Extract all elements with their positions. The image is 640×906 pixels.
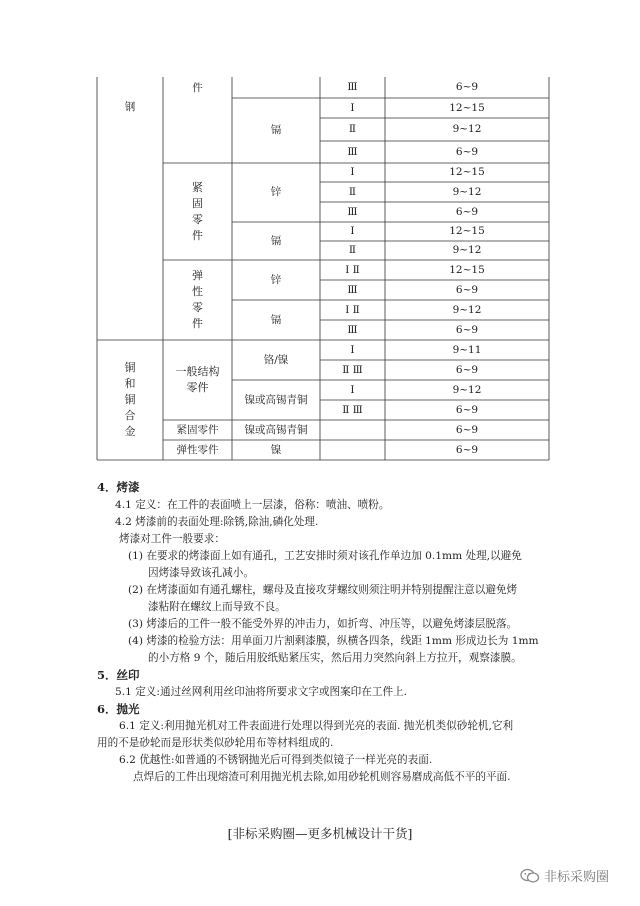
part-general-line: 一般结构	[175, 365, 220, 378]
part-fastener	[163, 163, 232, 260]
thickness-value-cell: 12~15	[449, 101, 485, 114]
grade-cell: Ⅰ	[350, 166, 355, 179]
s6-1-line2: 用的不是砂轮而是形状类似砂轮用布等材料组成的.	[97, 737, 334, 749]
s4-item2-line1: (2) 在烤漆面如有通孔螺柱，螺母及直接攻芽螺纹则须注明并特别提醒注意以避免烤	[128, 584, 518, 596]
part-fastener-char: 紧	[192, 180, 203, 194]
part-spring-char: 件	[192, 317, 203, 330]
grade-cell: Ⅲ	[347, 283, 358, 296]
coating-cadmium-1: 镉	[270, 124, 282, 137]
grade-cell: Ⅰ	[350, 383, 355, 396]
part-fastener-char: 件	[192, 228, 203, 242]
part-spring-copper: 弹性零件	[176, 443, 219, 456]
thickness-value-cell: 6~9	[455, 323, 479, 336]
coating-cadmium-3: 镉	[270, 313, 282, 326]
s4-item2-line2: 漆粘附在螺纹上而导致不良。	[148, 601, 286, 613]
coating-nickel-tin-bronze-1: 镍或高锡青铜	[244, 393, 308, 406]
material-copper-char: 合	[124, 409, 136, 422]
part-spring-char: 零	[192, 301, 203, 314]
s4-item4-line2: 的小方格 9 个，随后用胶纸贴紧压实，然后用力突然向斜上方拉开，观察漆膜。	[148, 652, 522, 664]
s4-item3: (3) 烤漆后的工件一般不能受外界的冲击力，如折弯、冲压等，以避免烤漆层脱落。	[128, 618, 518, 630]
s4-2-pretreatment: 4.2 烤漆前的表面处理:除锈,除油,磷化处理.	[115, 516, 319, 528]
s6-2-advantage: 6.2 优越性:如普通的不锈钢抛光后可得到类似镜子一样光亮的表面.	[119, 754, 433, 766]
coating-chrome-nickel: 铬/镍	[263, 353, 289, 366]
part-spring	[163, 260, 232, 340]
thickness-value-cell: 6~9	[455, 283, 479, 296]
s6-1-line1: 6.1 定义:利用抛光机对工件表面进行处理以得到光亮的表面. 抛光机类似砂轮机,它利	[119, 720, 514, 732]
part-fastener-copper: 紧固零件	[176, 423, 219, 436]
part-spring-char: 性	[192, 285, 203, 298]
thickness-value-cell: 9~12	[452, 383, 482, 396]
s6-3-note: 点焊后的工件出现熔渣可利用抛光机去除,如用砂轮机则容易磨成高低不平的平面.	[133, 771, 511, 783]
part-general-line: 零件	[186, 381, 209, 394]
s4-1-definition: 4.1 定义：在工件的表面喷上一层漆，俗称：喷油、喷粉。	[115, 499, 390, 511]
thickness-value-cell: 6~9	[455, 363, 479, 376]
coating-zinc-1: 锌	[270, 186, 282, 199]
material-copper-char: 铜	[124, 361, 136, 374]
footer-caption: [非标采购圈—更多机械设计干货]	[227, 826, 413, 841]
material-copper-char: 铜	[124, 393, 136, 406]
s4-item4-line1: (4) 烤漆的检验方法：用单面刀片割剩漆膜，纵横各四条，线距 1mm 形成边长为 1mm	[128, 635, 539, 647]
thickness-value-cell: 12~15	[449, 263, 485, 276]
part-fastener-char: 固	[192, 196, 203, 210]
section-4-heading: 4．烤漆	[97, 480, 140, 494]
grade-cell: Ⅱ Ⅲ	[342, 403, 363, 416]
grade-cell: Ⅱ	[348, 244, 357, 257]
s5-1-definition: 5.1 定义:通过丝网利用丝印油将所要求文字或图案印在工件上.	[115, 686, 407, 698]
thickness-value-cell: 9~12	[452, 185, 482, 198]
thickness-value-cell: 6~9	[455, 443, 479, 456]
grade-cell: Ⅲ	[347, 323, 358, 336]
grade-cell: Ⅲ	[347, 145, 358, 158]
section-6-heading: 6．抛光	[97, 702, 140, 716]
s4-item1-line1: (1) 在要求的烤漆面上如有通孔，工艺安排时须对该孔作单边加 0.1mm 处理,以避免	[128, 550, 522, 562]
grade-cell: Ⅰ	[350, 225, 355, 238]
coating-nickel-tin-bronze-2: 镍或高锡青铜	[244, 423, 308, 436]
s4-requirements-label: 烤漆对工件一般要求：	[119, 533, 225, 545]
thickness-value-cell: 9~12	[452, 244, 482, 257]
part-general	[163, 340, 232, 420]
grade-cell: Ⅲ	[347, 205, 358, 218]
coating-cadmium-2: 镉	[270, 234, 282, 247]
thickness-value-cell: 6~9	[455, 423, 479, 436]
grade-cell: Ⅰ	[350, 343, 355, 356]
thickness-value-cell: 9~12	[452, 303, 482, 316]
wechat-icon	[520, 868, 540, 884]
watermark-label: 非标采购圈	[544, 870, 610, 885]
thickness-value-cell: 9~12	[452, 123, 482, 136]
part-jian: 件	[192, 81, 203, 94]
s4-item1-line2: 因烤漆导致该孔减小。	[148, 567, 254, 579]
thickness-value-cell: 12~15	[449, 166, 485, 179]
thickness-value-cell: 6~9	[455, 145, 479, 158]
material-steel: 钢	[124, 100, 136, 113]
grade-cell	[320, 440, 385, 460]
grade-cell: Ⅱ	[348, 123, 357, 136]
part-spring-char: 弹	[192, 269, 203, 282]
material-copper-char: 和	[124, 377, 136, 390]
grade-cell: Ⅱ Ⅲ	[342, 363, 363, 376]
thickness-value-cell: 6~9	[455, 205, 479, 218]
thickness-value-cell: 12~15	[449, 225, 485, 238]
grade-cell	[320, 420, 385, 440]
watermark	[520, 866, 609, 885]
grade-cell: Ⅰ Ⅱ	[345, 303, 360, 316]
material-copper-char: 金	[124, 425, 136, 438]
grade-cell: Ⅰ Ⅱ	[345, 263, 360, 276]
thickness-value-cell: 9~11	[452, 343, 482, 356]
section-5-heading: 5．丝印	[97, 668, 140, 682]
coating-nickel: 镍	[270, 443, 282, 456]
thickness-value-cell: 6~9	[455, 81, 479, 94]
material-copper	[97, 340, 163, 460]
part-fastener-char: 零	[192, 212, 203, 226]
coating-zinc-2: 锌	[270, 273, 282, 286]
grade-cell: Ⅲ	[347, 81, 358, 94]
grade-cell: Ⅱ	[348, 185, 357, 198]
thickness-value-cell: 6~9	[455, 403, 479, 416]
grade-cell: Ⅰ	[350, 101, 355, 114]
